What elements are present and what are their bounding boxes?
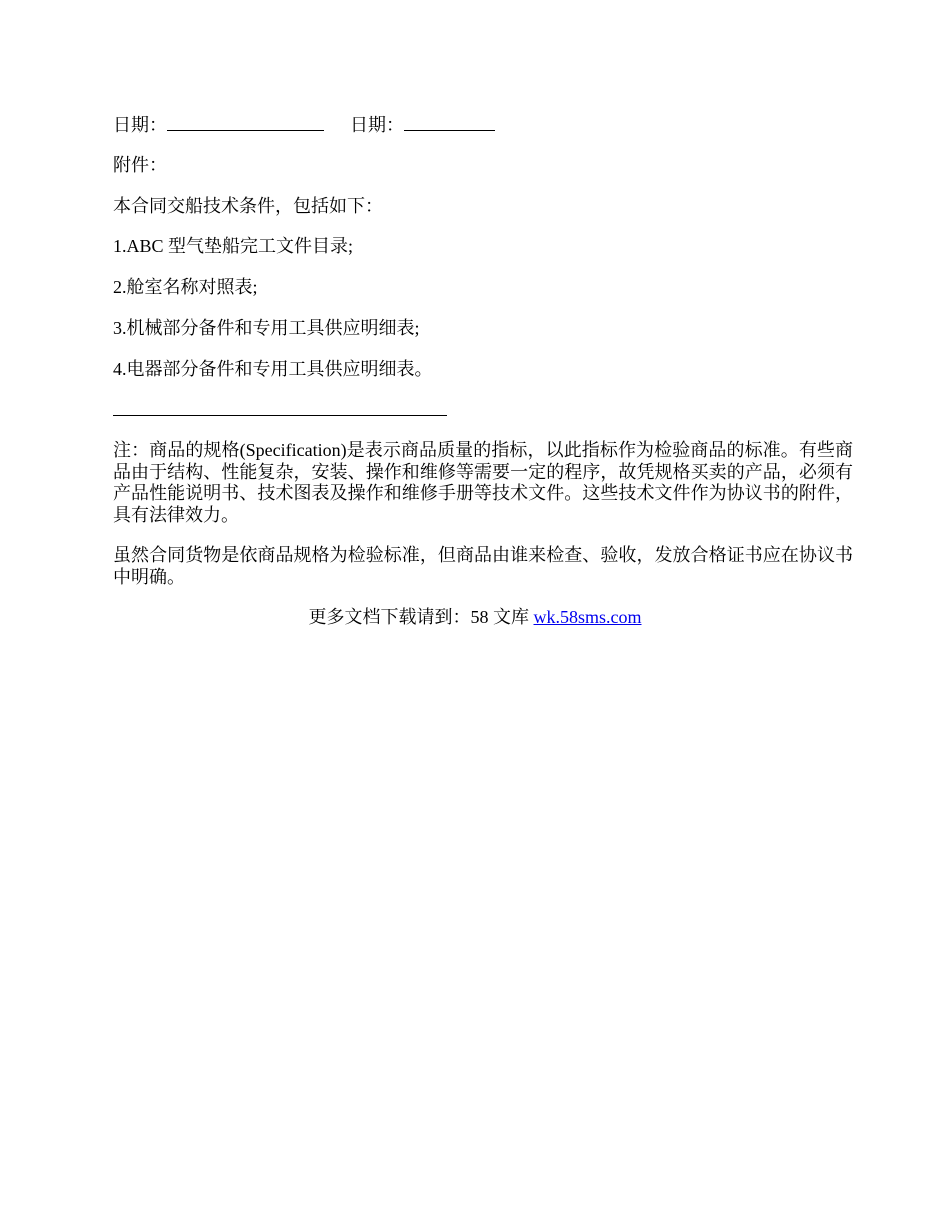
footnote-separator	[113, 415, 447, 416]
footer	[0, 606, 950, 628]
date-label-first: 日期：	[113, 115, 167, 135]
intro-line: 本合同交船技术条件，包括如下：	[113, 196, 383, 216]
footer-link[interactable]: wk.58sms.com	[533, 607, 642, 627]
attachment-label: 附件：	[113, 155, 167, 175]
list-item-2: 2.舱室名称对照表;	[113, 277, 258, 297]
footer-text: 更多文档下载请到：58 文库	[308, 607, 534, 627]
date-blank-first	[167, 114, 324, 131]
note-paragraph: 注：商品的规格(Specification)是表示商品质量的指标，以此指标作为检验商品的标准。有些商品由于结构、性能复杂，安装、操作和维修等需要一定的程序，故凭规格买卖的产品，必须有产品性能说明书、技术图表及操作和维修手册等技术文件。这些技术文件作为协议书的附件，具有法律效力。	[113, 440, 853, 525]
date-label-second: 日期：	[350, 115, 404, 135]
list-item-1: 1.ABC 型气垫船完工文件目录;	[113, 236, 354, 256]
date-blank-second	[404, 114, 495, 131]
list-item-3: 3.机械部分备件和专用工具供应明细表;	[113, 318, 420, 338]
second-paragraph: 虽然合同货物是依商品规格为检验标准，但商品由谁来检查、验收，发放合格证书应在协议书中明确。	[113, 545, 853, 587]
list-item-4: 4.电器部分备件和专用工具供应明细表。	[113, 359, 433, 379]
signature-date-line	[113, 114, 495, 136]
